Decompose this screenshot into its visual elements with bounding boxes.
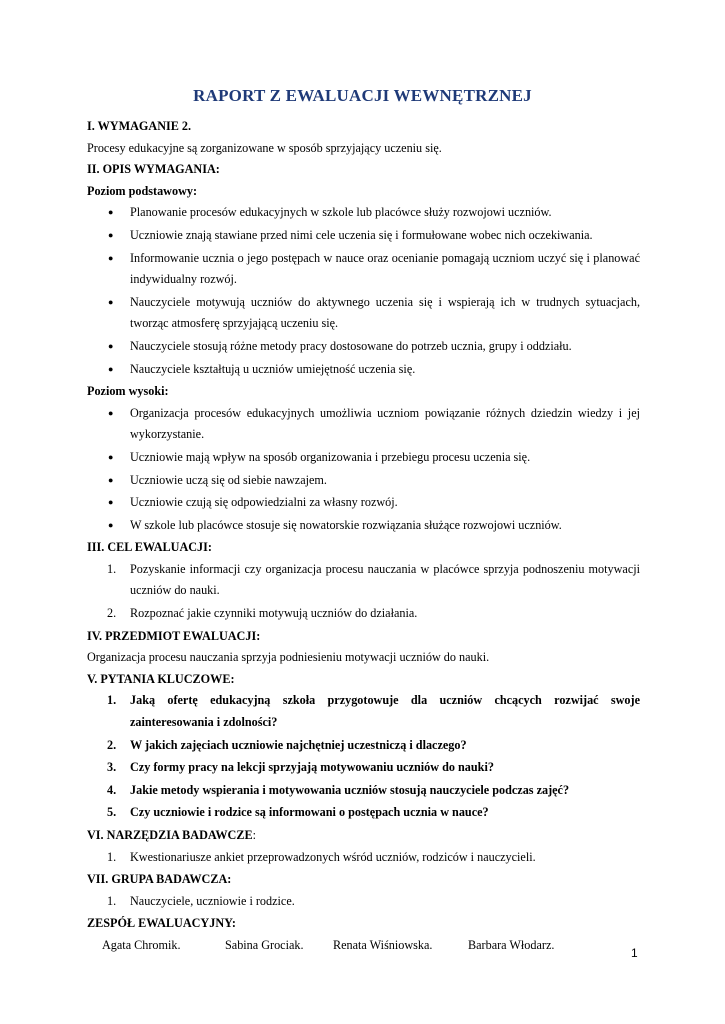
section-5-heading: V. PYTANIA KLUCZOWE: [87, 671, 235, 686]
high-level-list [87, 403, 640, 537]
report-title: RAPORT Z EWALUACJI WEWNĘTRZNEJ [193, 86, 532, 105]
report-body [87, 116, 640, 957]
key-questions-list [87, 690, 640, 824]
bullet-icon: ● [108, 296, 114, 307]
team-member: Agata Chromik. [102, 937, 181, 952]
research-tools-list [87, 847, 640, 869]
team-members [87, 935, 640, 957]
bullet-icon: ● [108, 474, 114, 485]
team-member: Barbara Włodarz. [468, 937, 555, 952]
list-item: ● Organizacja procesów edukacyjnych umożliwia uczniom powiązanie różnych dziedzin wiedzy i jej wykorzystanie. [87, 403, 640, 446]
section-3-heading: III. CEL EWALUACJI: [87, 540, 212, 555]
list-item: ● Uczniowie mają wpływ na sposób organizowania i przebiegu procesu uczenia się. [87, 447, 640, 469]
list-item: ● Uczniowie czują się odpowiedzialni za własny rozwój. [87, 492, 640, 514]
list-item: ● Nauczyciele motywują uczniów do aktywnego uczenia się i wspierają ich w trudnych sytuacjach, tworząc atmosferę sprzyjającą uczeniu się. [87, 292, 640, 335]
basic-level-list [87, 202, 640, 380]
section-7-heading: VII. GRUPA BADAWCZA: [87, 872, 232, 887]
list-item: ● Uczniowie uczą się od siebie nawzajem. [87, 470, 640, 492]
team-heading: ZESPÓŁ EWALUACYJNY: [87, 916, 236, 931]
bullet-icon: ● [108, 229, 114, 240]
research-group-list [87, 891, 640, 913]
team-member: Renata Wiśniowska. [333, 937, 433, 952]
team-member: Sabina Grociak. [225, 937, 304, 952]
section-1-text: Procesy edukacyjne są zorganizowane w sposób sprzyjający uczeniu się. [87, 140, 442, 155]
bullet-icon: ● [108, 519, 114, 530]
goals-list [87, 559, 640, 625]
section-1-heading: I. WYMAGANIE 2. [87, 119, 192, 133]
list-item: ● Uczniowie znają stawiane przed nimi cele uczenia się i formułowane wobec nich oczekiwania. [87, 225, 640, 247]
bullet-icon: ● [108, 451, 114, 462]
bullet-icon: ● [108, 252, 114, 263]
section-2-heading: II. OPIS WYMAGANIA: [87, 162, 220, 177]
list-item: 1. Kwestionariusze ankiet przeprowadzonych wśród uczniów, rodziców i nauczycieli. [107, 849, 536, 864]
high-level-label: Poziom wysoki: [87, 384, 169, 399]
section-4-heading: IV. PRZEDMIOT EWALUACJI: [87, 628, 261, 643]
bullet-icon: ● [108, 340, 114, 351]
list-item: 1. Pozyskanie informacji czy organizacja procesu nauczania w placówce sprzyja podnoszeniu motywacji uczniów do nauki. [107, 561, 640, 598]
list-item: ● Informowanie ucznia o jego postępach w nauce oraz ocenianie pomagają uczniom uczyć się i planować indywidualny rozwój. [87, 248, 640, 291]
basic-level-label: Poziom podstawowy: [87, 183, 198, 198]
list-item: 3. Czy formy pracy na lekcji sprzyjają motywowaniu uczniów do nauki? [107, 760, 494, 775]
page-number: 1 [631, 946, 638, 960]
list-item: 1. Jaką ofertę edukacyjną szkoła przygotowuje dla uczniów chcących rozwijać swoje zainteresowania i zdolności? [107, 693, 640, 730]
bullet-icon: ● [108, 207, 114, 218]
list-item: ● Nauczyciele kształtują u uczniów umiejętność uczenia się. [87, 359, 640, 381]
bullet-icon: ● [108, 363, 114, 374]
list-item: ● Nauczyciele stosują różne metody pracy dostosowane do potrzeb ucznia, grupy i oddziału. [87, 336, 640, 358]
list-item: ● W szkole lub placówce stosuje się nowatorskie rozwiązania służące rozwojowi uczniów. [87, 515, 640, 537]
list-item: 5. Czy uczniowie i rodzice są informowani o postępach ucznia w nauce? [107, 805, 489, 820]
list-item: 4. Jakie metody wspierania i motywowania uczniów stosują nauczyciele podczas zajęć? [107, 782, 570, 797]
section-6-heading: VI. NARZĘDZIA BADAWCZE [87, 828, 253, 842]
list-item: 1. Nauczyciele, uczniowie i rodzice. [107, 893, 295, 908]
list-item: ● Planowanie procesów edukacyjnych w szkole lub placówce służy rozwojowi uczniów. [87, 202, 640, 224]
list-item: 2. Rozpoznać jakie czynniki motywują uczniów do działania. [107, 606, 418, 621]
bullet-icon: ● [108, 407, 114, 418]
bullet-icon: ● [108, 497, 114, 508]
list-item: 2. W jakich zajęciach uczniowie najchętniej uczestniczą i dlaczego? [107, 737, 467, 752]
section-4-text: Organizacja procesu nauczania sprzyja podniesieniu motywacji uczniów do nauki. [87, 650, 490, 665]
section-6-heading-line: VI. NARZĘDZIA BADAWCZE: [87, 828, 256, 842]
